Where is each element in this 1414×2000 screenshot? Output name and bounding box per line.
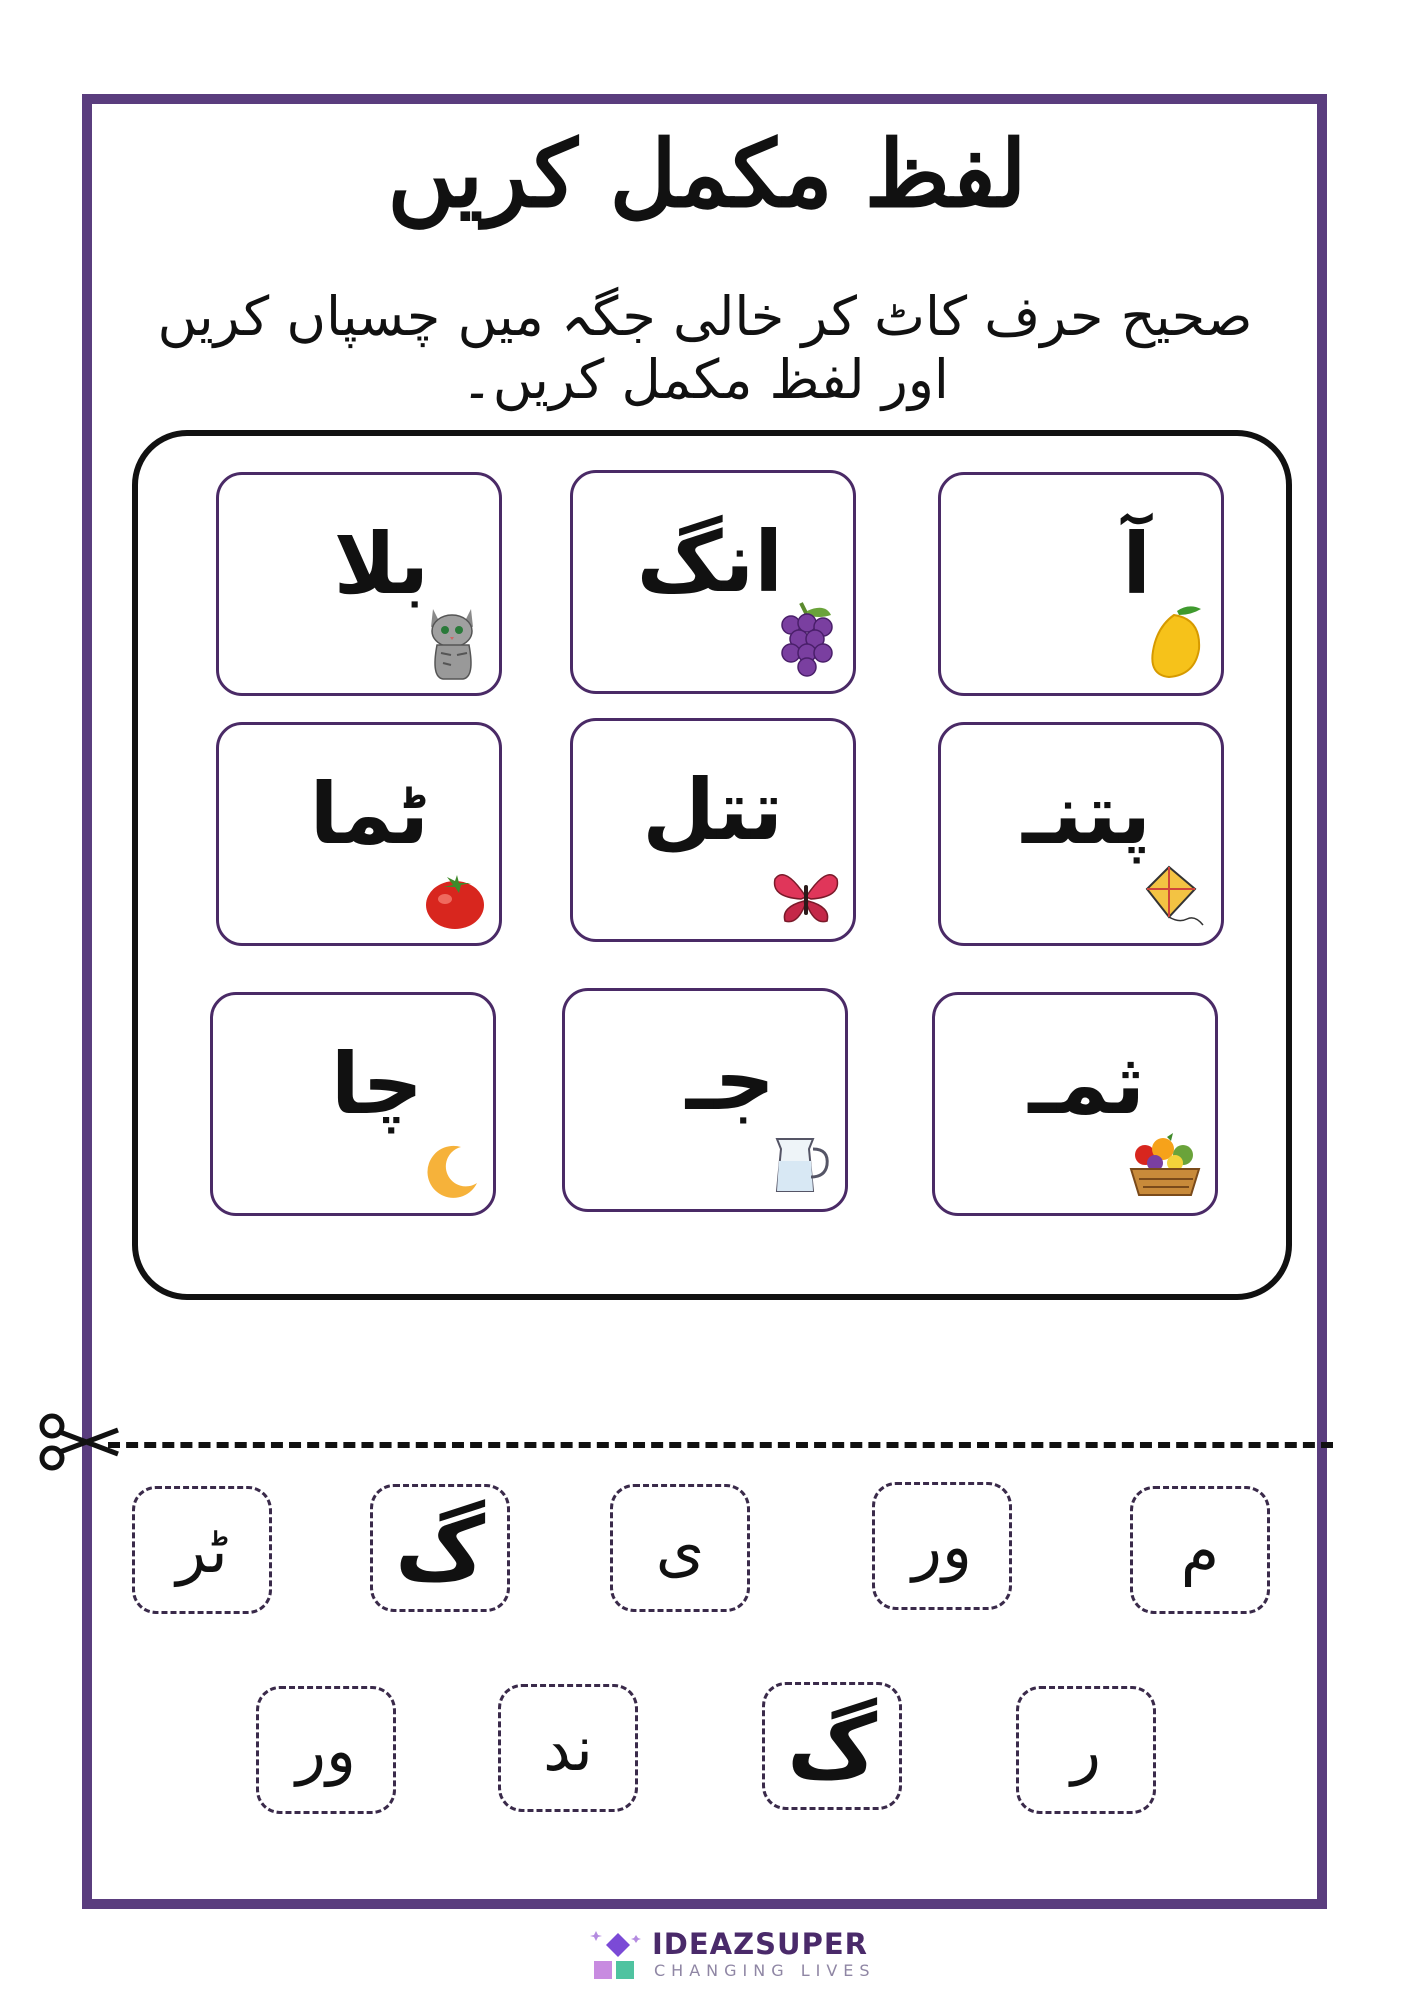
letter-tile[interactable] xyxy=(872,1482,1012,1610)
worksheet-title: لفظ مکمل کریں xyxy=(387,120,1027,228)
card-word: انگ xyxy=(636,513,783,611)
word-card-grapes xyxy=(570,470,856,694)
letter-text: ور xyxy=(912,1509,972,1583)
worksheet-instruction: صحیح حرف کاٹ کر خالی جگہ میں چسپاں کریں اور لفظ مکمل کریں۔ xyxy=(157,285,1253,411)
card-word: ثمـ xyxy=(1028,1035,1145,1133)
letter-tile[interactable] xyxy=(762,1682,902,1810)
scissors-icon xyxy=(38,1412,122,1472)
word-card-butterfly xyxy=(570,718,856,942)
letter-tile[interactable] xyxy=(370,1484,510,1612)
letter-text: گ xyxy=(394,1496,486,1600)
card-word: بلا xyxy=(333,515,429,613)
card-word: تتل xyxy=(642,761,783,859)
word-card-jug xyxy=(562,988,848,1212)
tomato-icon xyxy=(423,871,487,931)
letter-text: ی xyxy=(655,1511,705,1585)
letter-text: ر xyxy=(1071,1713,1101,1787)
brand-logo xyxy=(588,1927,888,1987)
brand-mark-icon xyxy=(588,1927,648,1987)
letter-text: ٹر xyxy=(176,1513,228,1587)
letter-text: ند xyxy=(543,1711,593,1785)
brand-name: IDEAZSUPER xyxy=(652,1927,868,1961)
card-word: پتنـ xyxy=(1022,765,1151,863)
card-word: جـ xyxy=(685,1031,775,1129)
jug-icon xyxy=(769,1131,833,1197)
word-card-kite xyxy=(938,722,1224,946)
cut-line xyxy=(108,1442,1333,1448)
letter-text: م xyxy=(1180,1513,1220,1587)
butterfly-icon xyxy=(771,867,841,927)
word-card-fruit-basket xyxy=(932,992,1218,1216)
card-word: آ xyxy=(1122,515,1151,613)
word-card-tomato xyxy=(216,722,502,946)
letter-tile[interactable] xyxy=(1130,1486,1270,1614)
letter-tile[interactable] xyxy=(498,1684,638,1812)
kite-icon xyxy=(1139,861,1209,931)
brand-tagline: CHANGING LIVES xyxy=(654,1961,876,1980)
letter-tile[interactable] xyxy=(1016,1686,1156,1814)
word-card-cat xyxy=(216,472,502,696)
card-word: چا xyxy=(330,1035,423,1133)
fruit-basket-icon xyxy=(1127,1131,1203,1201)
mango-icon xyxy=(1139,601,1209,681)
moon-icon xyxy=(421,1141,481,1201)
card-word: ٹما xyxy=(309,765,429,863)
letter-text: ور xyxy=(296,1713,356,1787)
letter-tile[interactable] xyxy=(132,1486,272,1614)
letter-tile[interactable] xyxy=(610,1484,750,1612)
grapes-icon xyxy=(771,599,841,679)
word-card-mango xyxy=(938,472,1224,696)
cat-icon xyxy=(421,597,487,681)
letter-text: گ xyxy=(786,1694,878,1798)
letter-tile[interactable] xyxy=(256,1686,396,1814)
word-card-moon xyxy=(210,992,496,1216)
